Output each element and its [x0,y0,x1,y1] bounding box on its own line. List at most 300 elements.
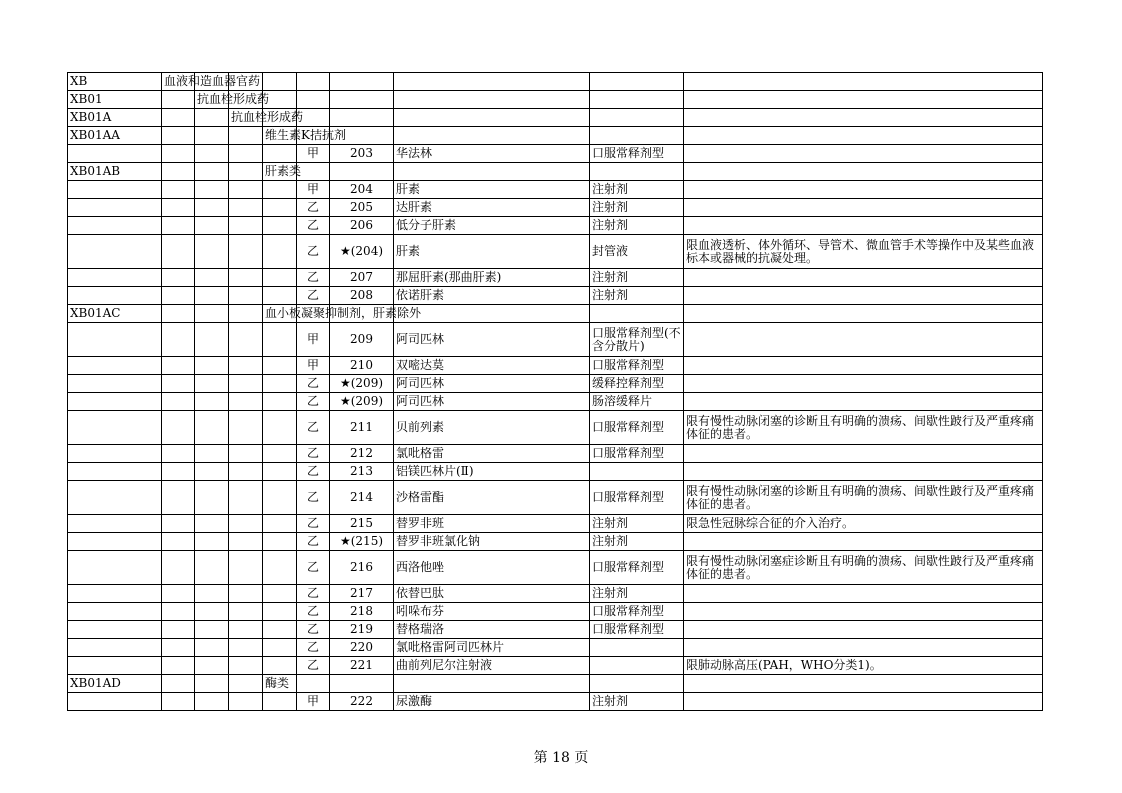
level1-category-cell [162,657,195,675]
level1-category-cell [162,375,195,393]
drug-name-cell: 华法林 [394,145,590,163]
serial-number-cell: 222 [330,693,394,711]
level4-category-cell [263,73,297,91]
grade-cell: 乙 [297,463,330,481]
level4-category-cell [263,357,297,375]
level1-category-cell [162,621,195,639]
level4-category-cell [263,463,297,481]
table-row [68,163,1043,181]
level2-category-cell [195,445,229,463]
level4-category-cell [263,287,297,305]
remarks-cell [684,585,1043,603]
grade-cell: 甲 [297,693,330,711]
atc-code-cell: XB01AD [68,675,162,693]
level1-category-cell [162,551,195,585]
level2-category-cell [195,481,229,515]
grade-cell: 乙 [297,287,330,305]
table-row [68,533,1043,551]
drug-name-cell [394,73,590,91]
drug-name-cell: 双嘧达莫 [394,357,590,375]
level1-category-cell [162,533,195,551]
dosage-form-cell: 注射剂 [590,693,684,711]
level1-category-cell [162,235,195,269]
level3-category-cell [229,585,263,603]
dosage-form-cell [590,73,684,91]
level4-category-cell [263,393,297,411]
remarks-cell: 限有慢性动脉闭塞症诊断且有明确的溃疡、间歇性跛行及严重疼痛体征的患者。 [684,551,1043,585]
level1-category-cell [162,639,195,657]
dosage-form-cell: 口服常释剂型 [590,145,684,163]
drug-name-cell [394,127,590,145]
remarks-cell [684,217,1043,235]
atc-code-cell [68,199,162,217]
level2-category-cell [195,463,229,481]
remarks-cell [684,305,1043,323]
atc-code-cell [68,375,162,393]
atc-code-cell: XB [68,73,162,91]
level1-category-cell [162,675,195,693]
atc-code-cell [68,463,162,481]
grade-cell: 乙 [297,393,330,411]
serial-number-cell: 212 [330,445,394,463]
grade-cell: 乙 [297,551,330,585]
remarks-cell [684,287,1043,305]
level1-category-cell [162,109,195,127]
level3-category-cell [229,181,263,199]
level3-category-cell [229,621,263,639]
table-row [68,657,1043,675]
atc-code-cell [68,445,162,463]
drug-name-cell: 曲前列尼尔注射液 [394,657,590,675]
serial-number-cell: 216 [330,551,394,585]
level4-category-cell: 血小板凝聚抑制剂，肝素除外 [263,305,297,323]
level3-category-cell [229,393,263,411]
remarks-cell [684,199,1043,217]
dosage-form-cell: 口服常释剂型 [590,411,684,445]
grade-cell: 乙 [297,603,330,621]
dosage-form-cell [590,463,684,481]
serial-number-cell: 220 [330,639,394,657]
level3-category-cell [229,375,263,393]
remarks-cell [684,145,1043,163]
grade-cell: 甲 [297,323,330,357]
atc-code-cell [68,411,162,445]
level4-category-cell [263,199,297,217]
level2-category-cell [195,145,229,163]
level2-category-cell [195,411,229,445]
serial-number-cell: 207 [330,269,394,287]
drug-name-cell [394,109,590,127]
atc-code-cell [68,515,162,533]
level4-category-cell [263,411,297,445]
atc-code-cell [68,639,162,657]
level3-category-cell [229,551,263,585]
grade-cell: 乙 [297,235,330,269]
drug-name-cell: 铝镁匹林片(Ⅱ) [394,463,590,481]
level3-category-cell [229,533,263,551]
level3-category-cell [229,305,263,323]
atc-code-cell [68,481,162,515]
remarks-cell [684,533,1043,551]
level3-category-cell [229,323,263,357]
remarks-cell [684,393,1043,411]
level3-category-cell: 抗血栓形成药 [229,109,263,127]
grade-cell: 乙 [297,533,330,551]
level3-category-cell [229,411,263,445]
level1-category-cell [162,393,195,411]
level1-category-cell [162,481,195,515]
page-number: 第 18 页 [533,750,589,766]
table-row [68,199,1043,217]
dosage-form-cell: 封管液 [590,235,684,269]
level1-category-cell [162,357,195,375]
level2-category-cell [195,585,229,603]
serial-number-cell: 214 [330,481,394,515]
drug-name-cell: 尿激酶 [394,693,590,711]
table-row [68,181,1043,199]
grade-cell: 甲 [297,181,330,199]
level2-category-cell [195,163,229,181]
level4-category-cell [263,323,297,357]
table-row [68,675,1043,693]
level2-category-cell [195,269,229,287]
atc-code-cell [68,585,162,603]
serial-number-cell: ★(209) [330,375,394,393]
remarks-cell [684,357,1043,375]
grade-cell: 甲 [297,145,330,163]
serial-number-cell [330,73,394,91]
dosage-form-cell [590,109,684,127]
atc-code-cell [68,551,162,585]
serial-number-cell: ★(204) [330,235,394,269]
grade-cell [297,163,330,181]
table-body [68,73,1043,711]
dosage-form-cell: 口服常释剂型 [590,603,684,621]
level4-category-cell [263,551,297,585]
grade-cell: 乙 [297,199,330,217]
table-row [68,91,1043,109]
atc-code-cell [68,217,162,235]
dosage-form-cell: 注射剂 [590,287,684,305]
serial-number-cell [330,91,394,109]
level2-category-cell [195,675,229,693]
level2-category-cell [195,305,229,323]
serial-number-cell: 203 [330,145,394,163]
dosage-form-cell: 肠溶缓释片 [590,393,684,411]
serial-number-cell: 217 [330,585,394,603]
atc-code-cell [68,181,162,199]
remarks-cell [684,269,1043,287]
level4-category-cell [263,217,297,235]
level1-category-cell [162,269,195,287]
drug-name-cell: 达肝素 [394,199,590,217]
drug-name-cell: 沙格雷酯 [394,481,590,515]
dosage-form-cell: 注射剂 [590,199,684,217]
remarks-cell [684,163,1043,181]
grade-cell [297,91,330,109]
remarks-cell [684,693,1043,711]
remarks-cell [684,181,1043,199]
table-row [68,323,1043,357]
atc-code-cell [68,393,162,411]
grade-cell [297,675,330,693]
level1-category-cell [162,693,195,711]
table-row [68,639,1043,657]
level2-category-cell [195,235,229,269]
level2-category-cell [195,551,229,585]
serial-number-cell: 218 [330,603,394,621]
atc-code-cell [68,533,162,551]
atc-code-cell: XB01A [68,109,162,127]
dosage-form-cell: 注射剂 [590,181,684,199]
level4-category-cell [263,639,297,657]
drug-name-cell [394,163,590,181]
grade-cell: 乙 [297,445,330,463]
level2-category-cell [195,109,229,127]
table-row [68,375,1043,393]
level2-category-cell [195,181,229,199]
dosage-form-cell [590,657,684,675]
grade-cell: 乙 [297,585,330,603]
table-row [68,235,1043,269]
level3-category-cell [229,199,263,217]
level3-category-cell [229,357,263,375]
level1-category-cell [162,463,195,481]
level2-category-cell [195,199,229,217]
level2-category-cell [195,357,229,375]
atc-code-cell [68,693,162,711]
table-row [68,693,1043,711]
level1-category-cell [162,181,195,199]
remarks-cell [684,621,1043,639]
drug-name-cell: 氯吡格雷 [394,445,590,463]
dosage-form-cell: 口服常释剂型(不含分散片) [590,323,684,357]
table-row [68,481,1043,515]
serial-number-cell: ★(209) [330,393,394,411]
table-row [68,551,1043,585]
table-row [68,269,1043,287]
serial-number-cell: 205 [330,199,394,217]
level3-category-cell [229,481,263,515]
remarks-cell [684,127,1043,145]
drug-name-cell: 阿司匹林 [394,323,590,357]
level2-category-cell [195,217,229,235]
drug-name-cell: 氯吡格雷阿司匹林片 [394,639,590,657]
drug-catalog-table [67,72,1043,711]
atc-code-cell: XB01 [68,91,162,109]
serial-number-cell [330,163,394,181]
atc-code-cell: XB01AA [68,127,162,145]
table-row [68,411,1043,445]
remarks-cell [684,375,1043,393]
atc-code-cell [68,269,162,287]
grade-cell: 乙 [297,639,330,657]
level4-category-cell [263,181,297,199]
drug-name-cell: 依诺肝素 [394,287,590,305]
level2-category-cell [195,515,229,533]
level4-category-cell [263,533,297,551]
atc-code-cell [68,621,162,639]
serial-number-cell: 206 [330,217,394,235]
dosage-form-cell: 注射剂 [590,217,684,235]
drug-name-cell: 阿司匹林 [394,375,590,393]
atc-code-cell [68,287,162,305]
grade-cell: 乙 [297,481,330,515]
level2-category-cell [195,323,229,357]
level2-category-cell [195,287,229,305]
table-row [68,73,1043,91]
level1-category-cell [162,515,195,533]
table-row [68,217,1043,235]
atc-code-cell [68,323,162,357]
remarks-cell [684,91,1043,109]
dosage-form-cell [590,305,684,323]
atc-code-cell [68,603,162,621]
level3-category-cell [229,145,263,163]
serial-number-cell: 215 [330,515,394,533]
level4-category-cell [263,657,297,675]
drug-name-cell: 西洛他唑 [394,551,590,585]
level2-category-cell [195,657,229,675]
level1-category-cell [162,305,195,323]
remarks-cell [684,603,1043,621]
level4-category-cell [263,445,297,463]
level2-category-cell [195,393,229,411]
level4-category-cell [263,603,297,621]
level2-category-cell [195,693,229,711]
level1-category-cell [162,411,195,445]
level3-category-cell [229,515,263,533]
remarks-cell [684,675,1043,693]
remarks-cell [684,109,1043,127]
serial-number-cell: 210 [330,357,394,375]
grade-cell: 乙 [297,621,330,639]
serial-number-cell [330,675,394,693]
drug-name-cell [394,91,590,109]
atc-code-cell [68,357,162,375]
level3-category-cell [229,217,263,235]
remarks-cell: 限急性冠脉综合征的介入治疗。 [684,515,1043,533]
grade-cell: 乙 [297,657,330,675]
level4-category-cell [263,235,297,269]
table-row [68,305,1043,323]
remarks-cell [684,73,1043,91]
dosage-form-cell: 缓释控释剂型 [590,375,684,393]
remarks-cell [684,463,1043,481]
dosage-form-cell: 注射剂 [590,585,684,603]
dosage-form-cell: 口服常释剂型 [590,481,684,515]
level4-category-cell [263,269,297,287]
dosage-form-cell [590,675,684,693]
level3-category-cell [229,657,263,675]
grade-cell: 甲 [297,357,330,375]
level1-category-cell [162,603,195,621]
dosage-form-cell: 口服常释剂型 [590,357,684,375]
level3-category-cell [229,639,263,657]
serial-number-cell: 204 [330,181,394,199]
remarks-cell [684,445,1043,463]
dosage-form-cell [590,127,684,145]
grade-cell: 乙 [297,269,330,287]
atc-code-cell [68,657,162,675]
dosage-form-cell: 口服常释剂型 [590,621,684,639]
level3-category-cell [229,127,263,145]
level4-category-cell [263,693,297,711]
remarks-cell [684,323,1043,357]
level4-category-cell [263,145,297,163]
level3-category-cell [229,675,263,693]
remarks-cell: 限有慢性动脉闭塞的诊断且有明确的溃疡、间歇性跛行及严重疼痛体征的患者。 [684,481,1043,515]
serial-number-cell: 213 [330,463,394,481]
level2-category-cell [195,621,229,639]
drug-name-cell: 那屈肝素(那曲肝素) [394,269,590,287]
table-row [68,603,1043,621]
grade-cell: 乙 [297,217,330,235]
drug-name-cell: 肝素 [394,235,590,269]
drug-name-cell: 依替巴肽 [394,585,590,603]
grade-cell: 乙 [297,411,330,445]
level4-category-cell: 维生素K拮抗剂 [263,127,297,145]
drug-name-cell: 肝素 [394,181,590,199]
level2-category-cell: 抗血栓形成药 [195,91,229,109]
level2-category-cell [195,127,229,145]
atc-code-cell [68,235,162,269]
drug-name-cell: 阿司匹林 [394,393,590,411]
table-row [68,357,1043,375]
level1-category-cell [162,287,195,305]
serial-number-cell [330,109,394,127]
table-row [68,515,1043,533]
dosage-form-cell: 注射剂 [590,533,684,551]
dosage-form-cell [590,639,684,657]
table-row [68,445,1043,463]
level1-category-cell [162,323,195,357]
dosage-form-cell: 注射剂 [590,515,684,533]
level1-category-cell [162,91,195,109]
table-row [68,463,1043,481]
level3-category-cell [229,269,263,287]
level1-category-cell [162,585,195,603]
dosage-form-cell [590,91,684,109]
atc-code-cell [68,145,162,163]
level2-category-cell [195,603,229,621]
level1-category-cell [162,199,195,217]
dosage-form-cell: 口服常释剂型 [590,445,684,463]
level1-category-cell: 血液和造血器官药 [162,73,195,91]
dosage-form-cell [590,163,684,181]
table-row [68,127,1043,145]
table-row [68,109,1043,127]
table-row [68,145,1043,163]
level4-category-cell [263,481,297,515]
level4-category-cell [263,515,297,533]
remarks-cell [684,639,1043,657]
remarks-cell: 限有慢性动脉闭塞的诊断且有明确的溃疡、间歇性跛行及严重疼痛体征的患者。 [684,411,1043,445]
level3-category-cell [229,163,263,181]
remarks-cell: 限肺动脉高压(PAH，WHO分类1)。 [684,657,1043,675]
level3-category-cell [229,603,263,621]
level4-category-cell [263,621,297,639]
dosage-form-cell: 口服常释剂型 [590,551,684,585]
serial-number-cell: ★(215) [330,533,394,551]
dosage-form-cell: 注射剂 [590,269,684,287]
level2-category-cell [195,375,229,393]
drug-name-cell [394,305,590,323]
level4-category-cell [263,585,297,603]
drug-name-cell: 贝前列素 [394,411,590,445]
level1-category-cell [162,145,195,163]
remarks-cell: 限血液透析、体外循环、导管术、微血管手术等操作中及某些血液标本或器械的抗凝处理。 [684,235,1043,269]
